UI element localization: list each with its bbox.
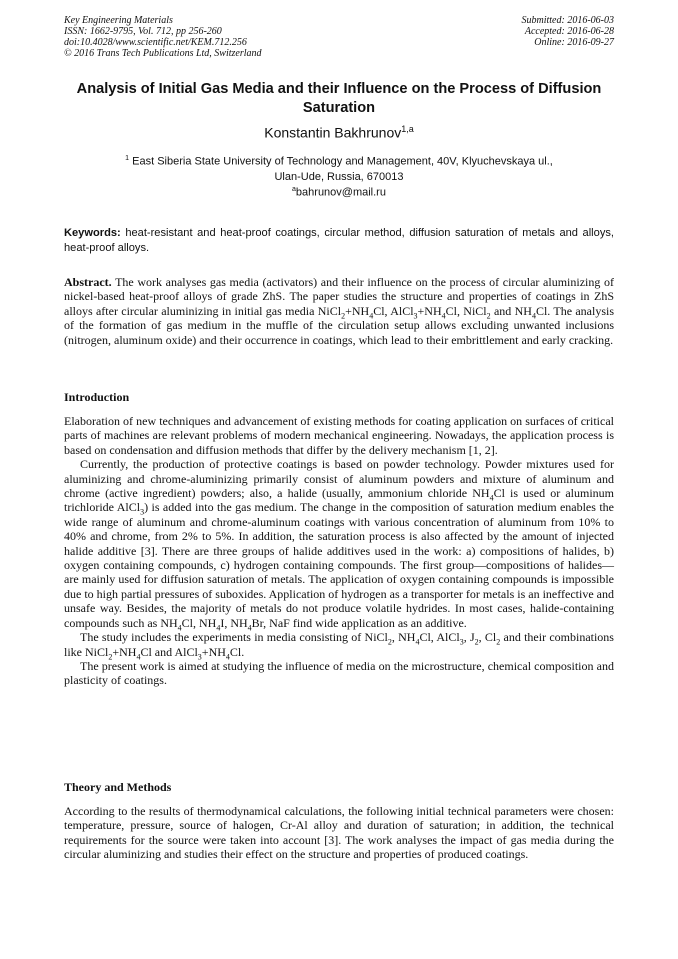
copyright: © 2016 Trans Tech Publications Ltd, Switzerland bbox=[64, 48, 262, 59]
dates-info bbox=[522, 15, 615, 48]
intro-paragraph-2: Currently, the production of protective coatings is based on powder technology. Powder mixtures used for aluminizing and chrome-aluminizing primarily consist of aluminum powders and mixture of aluminum and chrome (active ingredient) powders; also, a halide (usually, ammonium chloride $NH_4Cl$ is used or aluminum trichloride AlCl$_3$) is added into the gas medium. The change in the composition of saturation medium enables the wide range of aluminum and chrome-aluminum coatings with various concentration of aluminum from 10% to 40% and chrome, from 2% to 5%. In addition, the saturation process is also affected by the amount of injected halide additive [3]. There are three groups of halide additives used in the work: a) compositions of halides, b) oxygen containing compounds, c) hydrogen containing compounds. The first group—compositions of halides—are mainly used for diffusion saturation of metals. The application of oxygen containing compounds is impossible due to high partial pressures of suboxides. Application of hydrogen as a transporter for metals is an ineffective and unsafe way. Besides, the majority of metals do not produce volatile hydrides. In most cases, halide-containing compounds such as $NH_4Cl$, $NH_4I$, $NH_4Br$, NaF find wide application as an additive. bbox=[64, 457, 615, 633]
issn: ISSN: 1662-9795, Vol. 712, pp 256-260 bbox=[64, 26, 222, 37]
affiliation-line-1: $^1$ East Siberia State University of Technology and Management, 40V, Klyuchevskaya ul., bbox=[125, 155, 553, 168]
submitted-date: Submitted: 2016-06-03 bbox=[521, 15, 614, 26]
email-line bbox=[64, 186, 614, 199]
email-address[interactable]: bahrunov@mail.ru bbox=[295, 186, 386, 199]
affiliation-line-2: Ulan-Ude, Russia, 670013 bbox=[274, 170, 404, 183]
introduction-body bbox=[64, 414, 614, 688]
introduction-heading: Introduction bbox=[64, 390, 130, 404]
journal-info bbox=[64, 15, 262, 59]
keywords bbox=[64, 226, 614, 256]
journal-name: Key Engineering Materials bbox=[64, 15, 173, 26]
online-date: Online: 2016-09-27 bbox=[534, 37, 614, 48]
intro-paragraph-3: The study includes the experiments in media consisting of NiCl$_2$, $NH_4Cl$, AlCl$_3$, $J_2$, $Cl_2$ and their combinations like $NiCl_2+NH_4Cl$ and $AlCl_3+NH_4Cl$. bbox=[64, 630, 614, 661]
author-name: Konstantin Bakhrunov bbox=[264, 124, 402, 141]
author-line bbox=[64, 124, 614, 141]
intro-paragraph-4: The present work is aimed at studying the influence of media on the microstructure, chemical composition and plasticity of coatings. bbox=[64, 658, 614, 688]
affiliation-mark: 1 bbox=[125, 155, 130, 162]
abstract-label: Abstract. bbox=[64, 275, 112, 289]
email-mark: a bbox=[292, 186, 296, 193]
abstract: Abstract. The work analyses gas media (activators) and their influence on the process of circular aluminizing of nickel-based heat-proof alloys of grade ZhS. The paper studies the structure and properties of coatings in ZhS alloys after circular aluminizing in initial gas media $NiCl_2+NH_4Cl$, $AlCl_3+NH_4Cl$, NiCl$_2$ and $NH_4Cl$. The analysis of the formation of gas medium in the muffle of the circulation setup allows excluding unwanted inclusions (nitrogen, aluminum oxide) and their occurrence in coatings, which lead to their embrittlement and early cracking. bbox=[64, 275, 614, 347]
keywords-text: heat-resistant and heat-proof coatings, circular method, diffusion saturation of metals and alloys, heat-proof alloys. bbox=[64, 227, 614, 254]
theory-body bbox=[64, 804, 614, 862]
paper-title: Analysis of Initial Gas Media and their Influence on the Process of Diffusion Saturation bbox=[76, 81, 602, 116]
doi[interactable]: doi:10.4028/www.scientific.net/KEM.712.256 bbox=[64, 37, 247, 48]
theory-heading: Theory and Methods bbox=[64, 780, 172, 794]
affiliation bbox=[64, 151, 614, 185]
author-marks: 1,a bbox=[401, 124, 414, 134]
intro-paragraph-1: Elaboration of new techniques and advancement of existing methods for coating application on surfaces of critical parts of machines are relevant problems of modern mechanical engineering. Nowadays, the application process is based on condensation and diffusion methods that differ by the delivery mechanism [1, 2]. bbox=[64, 414, 614, 457]
keywords-label: Keywords: bbox=[64, 227, 121, 239]
accepted-date: Accepted: 2016-06-28 bbox=[524, 26, 614, 37]
theory-paragraph-1: According to the results of thermodynamical calculations, the following initial technical parameters were chosen: temperature, pressure, source of halogen, Cr-Al alloy and duration of saturation; in addition, the technical requirements for the source were taken into account [3]. The work analyses the impact of gas media during the circular aluminizing and studies their effect on the structure and properties of produced coatings. bbox=[64, 804, 614, 862]
